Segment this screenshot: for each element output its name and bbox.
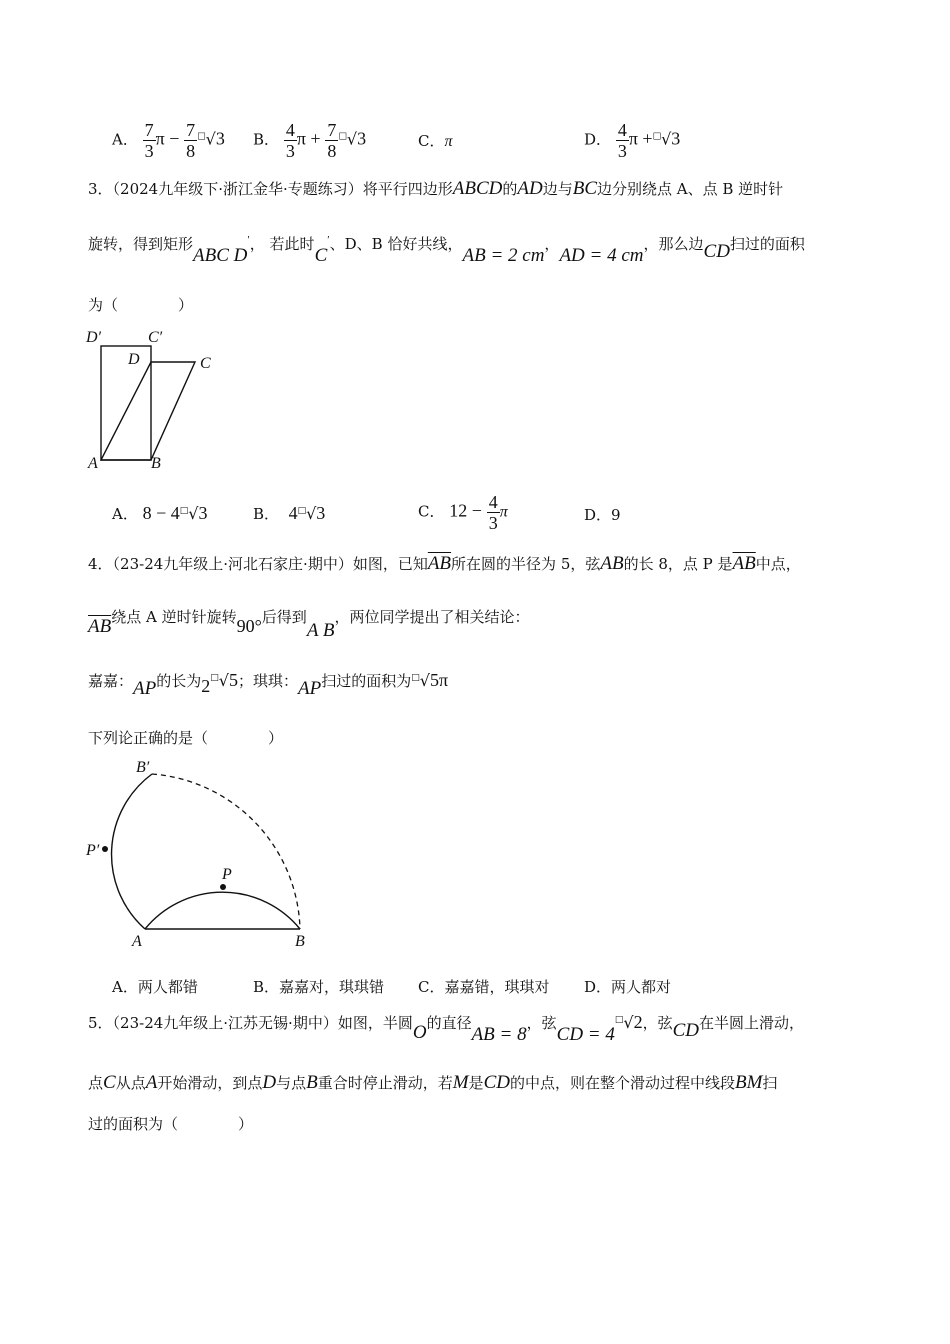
- prime-mark: ′: [247, 234, 250, 246]
- q4-option-a: A．两人都错: [112, 978, 198, 996]
- q2-option-d-fraction: $\frac{4}{3}$: [617, 120, 627, 161]
- radical-icon: √: [419, 671, 430, 690]
- radical-icon: √: [218, 671, 229, 690]
- q3-label-d: D: [128, 351, 140, 368]
- radical-icon: √: [205, 129, 216, 149]
- prime-mark: ′: [327, 234, 330, 246]
- q4-point-p: [220, 884, 226, 890]
- placeholder-box-icon: □: [297, 506, 307, 516]
- q4-label-p-prime: P′: [86, 842, 100, 859]
- q2-option-c-value: π: [444, 133, 453, 150]
- arc-ab: $\overline{AB}$: [88, 616, 112, 637]
- q3-figure: [80, 322, 240, 472]
- q4-label-a: A: [132, 933, 142, 950]
- q3-label-c-prime: C′: [148, 329, 163, 346]
- q2-option-a-fraction-1: $\frac{7}{3}$: [144, 120, 154, 161]
- q3-label-d-prime: D′: [86, 329, 102, 346]
- q3-option-c-fraction: $\frac{4}{3}$: [488, 492, 498, 533]
- q3-rectangle-abc-d: [101, 346, 151, 460]
- q4-line-1: 4．（23-24九年级上·河北石家庄·期中）如图，已知$\overline{AB}$所在圆的半径为 5，弦AB的长 8，点 P 是$\overline{AB}$中点，: [88, 553, 801, 574]
- placeholder-box-icon: □: [411, 673, 420, 683]
- placeholder-box-icon: □: [210, 673, 219, 683]
- q2-option-b: B． $\frac{4}{3}$ π + $\frac{7}{8}$ □√3: [253, 120, 367, 161]
- placeholder-box-icon: □: [338, 131, 347, 142]
- q4-arc-a-pprime-bprime: [112, 774, 152, 929]
- q4-line-2: $\overline{AB}$绕点 A 逆时针旋转90°后得到A B，两位同学提出了相关结论：: [88, 608, 530, 641]
- radical-icon: √: [346, 129, 358, 149]
- q3-option-b: B． 4□√3: [253, 503, 326, 523]
- q3-line-2: 旋转，得到矩形ABC D′， 若此时C′、D、B 恰好共线，AB = 2 cm，AD = 4 cm，那么边CD扫过的面积: [88, 234, 805, 266]
- q2-option-b-label: B．: [253, 130, 280, 149]
- q3-line-1: 3．（2024九年级下·浙江金华·专题练习）将平行四边形ABCD的AD边与BC边分别绕点 A、点 B 逆时针: [88, 178, 784, 199]
- q4-figure: [80, 756, 320, 956]
- q2-option-d-label: D．: [584, 130, 612, 149]
- q2-option-c: [418, 130, 453, 151]
- q5-line-2: 点C从点A开始滑动，到点D与点B重合时停止滑动，若M是CD的中点，则在整个滑动过程中线段BM扫: [88, 1072, 778, 1093]
- q2-option-a: A． $\frac{7}{3}$ π − $\frac{7}{8}$ □√3: [112, 120, 225, 161]
- q4-label-p: P: [222, 866, 232, 883]
- q4-label-b: B: [295, 933, 305, 950]
- q2-option-b-fraction-2: $\frac{7}{8}$: [327, 120, 337, 161]
- q5-line-3: 过的面积为（ ）: [88, 1115, 254, 1133]
- q3-parallelogram-abcd: [101, 362, 195, 460]
- q3-label-b: B: [151, 455, 161, 472]
- radical-icon: √: [661, 129, 672, 149]
- arc-ab: $\overline{AB}$: [427, 553, 452, 574]
- q4-option-d: D．两人都对: [584, 978, 672, 996]
- placeholder-box-icon: □: [179, 506, 189, 516]
- q3-line-3: 为（ ）: [88, 296, 194, 314]
- q2-option-d: D． $\frac{4}{3}$ π +□√3: [584, 120, 681, 161]
- q4-line-4: 下列论正确的是（ ）: [88, 729, 284, 747]
- q4-label-b-prime: B′: [136, 759, 150, 776]
- q4-option-c: C．嘉嘉错，琪琪对: [418, 978, 550, 996]
- radical-icon: √: [306, 504, 317, 523]
- q2-option-a-fraction-2: $\frac{7}{8}$: [186, 120, 196, 161]
- arc-ab: $\overline{AB}$: [732, 553, 756, 574]
- radical-icon: √: [188, 504, 199, 523]
- q3-option-d: D．9: [584, 506, 621, 524]
- q3-label-c: C: [200, 355, 211, 372]
- radical-icon: √: [623, 1013, 634, 1032]
- q2-option-c-label: C．: [418, 132, 445, 150]
- q4-line-3: 嘉嘉：AP的长为2□√5；琪琪：AP扫过的面积为□√5π: [88, 670, 449, 699]
- placeholder-box-icon: □: [652, 131, 662, 142]
- q3-label-a: A: [88, 455, 98, 472]
- q5-line-1: 5．（23-24九年级上·江苏无锡·期中）如图，半圆O的直径AB = 8，弦CD = 4□√2，弦CD在半圆上滑动，: [88, 1012, 805, 1045]
- q3-option-a: A． 8 − 4□√3: [112, 503, 208, 523]
- q3-option-c: C． 12 − $\frac{4}{3}$ π: [418, 492, 508, 533]
- q4-arc-apb: [145, 892, 300, 929]
- q4-point-p-prime: [102, 846, 108, 852]
- q4-option-b: B．嘉嘉对，琪琪错: [253, 978, 385, 996]
- q4-dashed-arc-bprime-b: [152, 774, 300, 929]
- q2-option-a-label: A．: [112, 130, 138, 149]
- placeholder-box-icon: □: [614, 1015, 624, 1025]
- q2-option-b-fraction-1: $\frac{4}{3}$: [285, 120, 295, 161]
- placeholder-box-icon: □: [197, 131, 206, 142]
